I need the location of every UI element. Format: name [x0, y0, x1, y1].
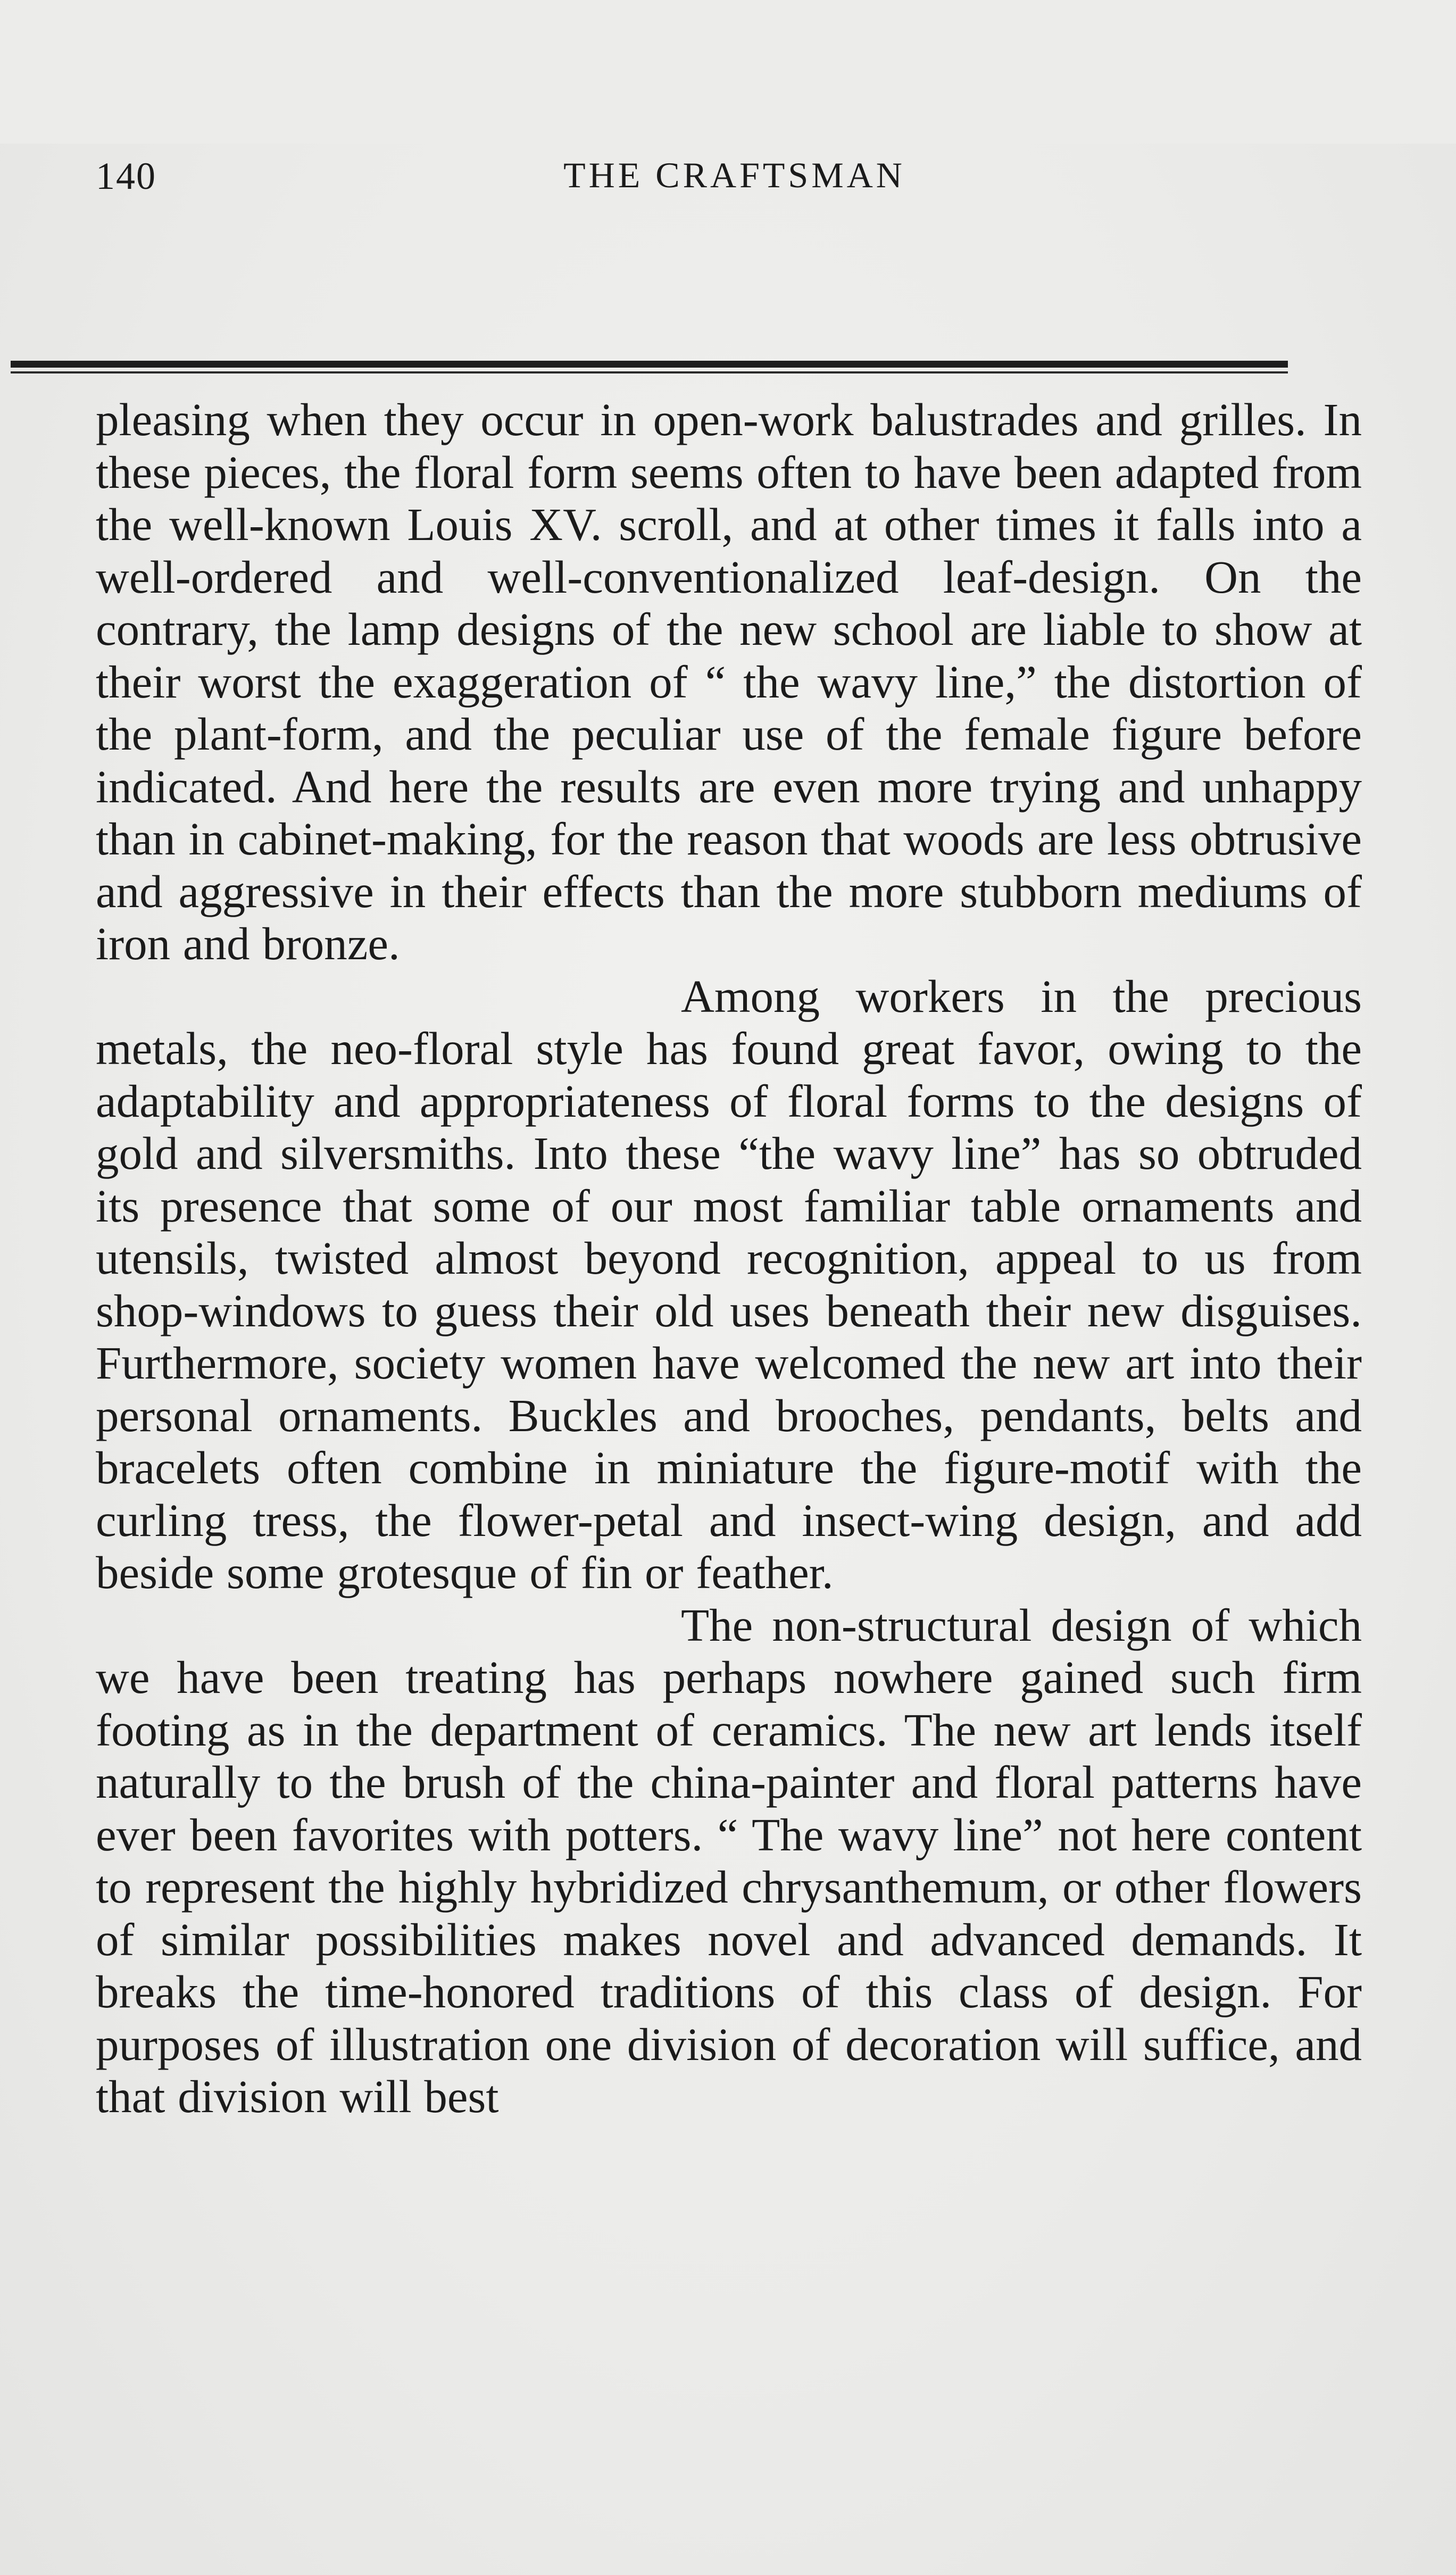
header-rule-thin — [11, 371, 1288, 373]
header-rule-thick — [11, 361, 1288, 368]
body-text — [96, 394, 1362, 2123]
header-double-rule — [11, 361, 1288, 373]
journal-title: THE CRAFTSMAN — [563, 155, 905, 195]
running-head — [96, 144, 1373, 207]
paragraph-2: Among workers in the precious metals, the neo-floral style has found great favor, owing to the adaptability and appropriateness of floral forms to the designs of gold and silversmiths. Into these “the wavy line” has so obtruded its presence that some of our most familiar table ornaments and utensils, twisted almost beyond recognition, appeal to us from shop-windows to guess their old uses beneath their new disguises. Furthermore, society women have welcomed the new art into their personal ornaments. Buckles and brooches, pendants, belts and bracelets often combine in miniature the figure-motif with the curling tress, the flower-petal and insect-wing design, and add beside some grotesque of fin or feather. — [96, 970, 1362, 1598]
book-page — [0, 144, 1456, 2575]
paragraph-3: The non-structural design of which we have been treating has perhaps nowhere gained such firm footing as in the department of ceramics. The new art lends itself naturally to the brush of the china-painter and floral patterns have ever been favorites with potters. “ The wavy line” not here content to represent the highly hybridized chrysanthemum, or other flowers of similar possibilities makes novel and advanced demands. It breaks the time-honored traditions of this class of design. For purposes of illustration one division of decoration will suffice, and that division will best — [96, 1599, 1362, 2122]
paragraph-1: pleasing when they occur in open-work balustrades and grilles. In these pieces, the floral form seems often to have been adapted from the well-known Louis XV. scroll, and at other times it falls into a well-ordered and well-conventionalized leaf-design. On the contrary, the lamp designs of the new school are liable to show at their worst the exaggeration of “ the wavy line,” the distortion of the plant-form, and the peculiar use of the female figure before indicated. And here the results are even more trying and unhappy than in cabinet-making, for the reason that woods are less obtrusive and aggressive in their effects than the more stubborn mediums of iron and bronze. — [96, 394, 1362, 969]
page-number: 140 — [96, 155, 156, 197]
